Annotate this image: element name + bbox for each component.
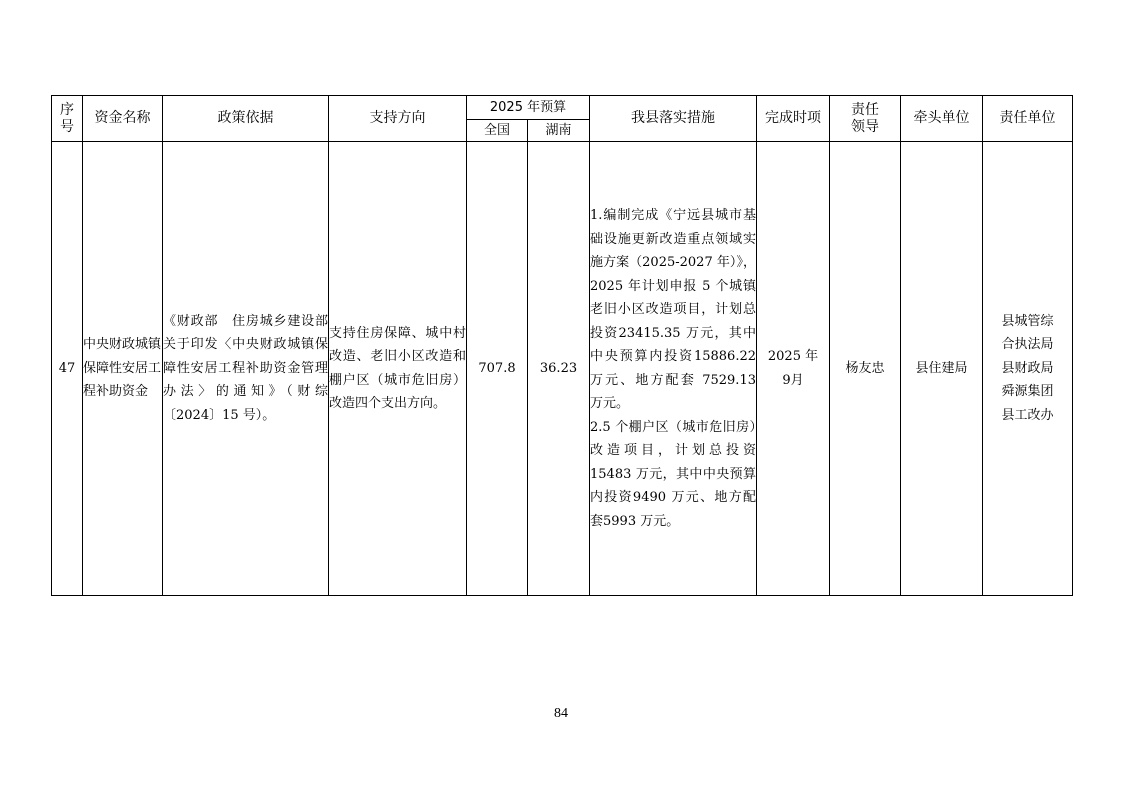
header-budget-group: 2025 年预算	[467, 96, 590, 120]
header-fund-name: 资金名称	[83, 96, 163, 142]
header-county-measures: 我县落实措施	[590, 96, 757, 142]
cell-seq: 47	[52, 142, 83, 596]
cell-county-measures: 1.编制完成《宁远县城市基础设施更新改造重点领域实施方案（2025-2027 年）》，2025 年计划申报 5 个城镇老旧小区改造项目，计划总投资23415.35 万元，其中中央预算内投资15886.22 万元、地方配套 7529.13 万元。 2.5 个棚户区（城市危旧房）改造项目，计划总投资 15483 万元，其中中央预算内投资9490 万元、地方配套5993 万元。	[590, 142, 757, 596]
cell-budget-national: 707.8	[467, 142, 528, 596]
header-budget-hunan: 湖南	[528, 120, 590, 142]
header-support-direction: 支持方向	[329, 96, 467, 142]
header-seq: 序 号	[52, 96, 83, 142]
page-number: 84	[554, 706, 568, 721]
header-policy-basis: 政策依据	[163, 96, 329, 142]
cell-support-direction: 支持住房保障、城中村改造、老旧小区改造和棚户区（城市危旧房）改造四个支出方向。	[329, 142, 467, 596]
header-responsible-leader: 责任 领导	[830, 96, 901, 142]
cell-policy-basis: 《财政部 住房城乡建设部关于印发〈中央财政城镇保障性安居工程补助资金管理办法〉的通知》（财综〔2024〕15 号）。	[163, 142, 329, 596]
cell-responsible-leader: 杨友忠	[830, 142, 901, 596]
cell-budget-hunan: 36.23	[528, 142, 590, 596]
header-lead-unit: 牵头单位	[901, 96, 983, 142]
header-responsible-units: 责任单位	[983, 96, 1073, 142]
table-row	[52, 142, 1073, 596]
header-completion-time: 完成时项	[757, 96, 830, 142]
budget-table	[51, 95, 1073, 596]
cell-fund-name: 中央财政城镇保障性安居工程补助资金	[83, 142, 163, 596]
header-budget-national: 全国	[467, 120, 528, 142]
cell-lead-unit: 县住建局	[901, 142, 983, 596]
cell-responsible-units: 县城管综 合执法局 县财政局 舜源集团 县工改办	[983, 142, 1073, 596]
cell-completion-time: 2025 年 9月	[757, 142, 830, 596]
